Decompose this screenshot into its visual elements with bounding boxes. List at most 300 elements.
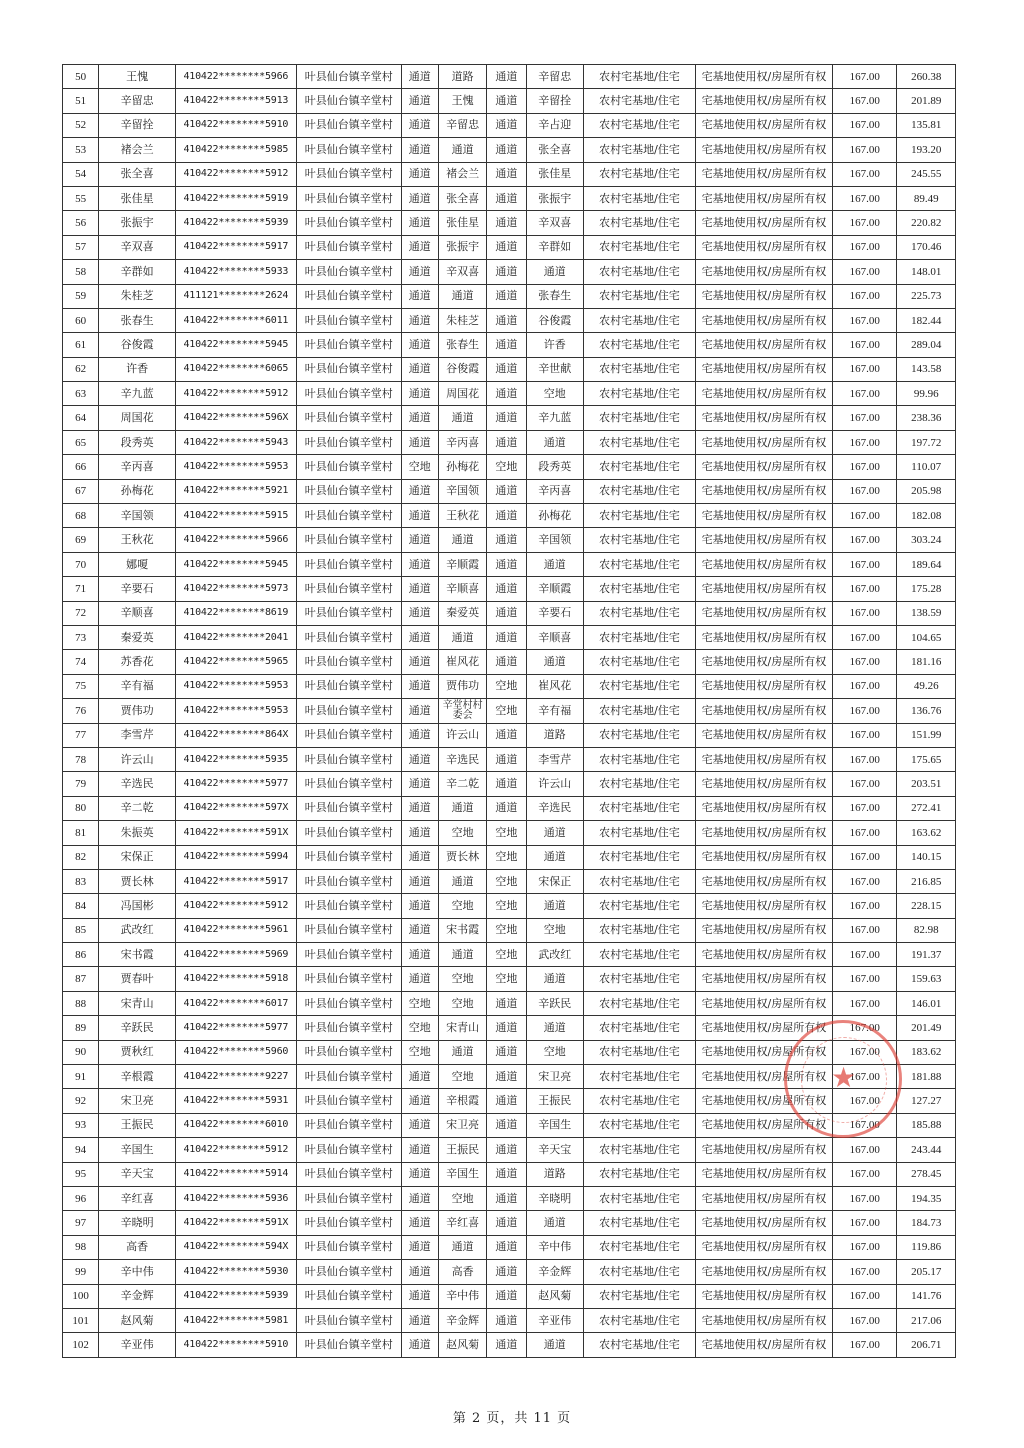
id-number-cell: 410422********5915 — [175, 504, 296, 528]
id-number-cell: 410422********6017 — [175, 991, 296, 1015]
south-boundary-cell: 孙梅花 — [438, 455, 486, 479]
owner-name-cell: 辛二乾 — [99, 796, 176, 820]
row-number-cell: 54 — [63, 162, 99, 186]
owner-name-cell: 张振宇 — [99, 211, 176, 235]
south-boundary-cell: 王秋花 — [438, 504, 486, 528]
parcel-area-cell: 167.00 — [832, 235, 897, 259]
east-boundary-cell: 通道 — [401, 333, 438, 357]
north-boundary-cell: 通道 — [526, 552, 583, 576]
parcel-area-cell: 167.00 — [832, 1162, 897, 1186]
east-boundary-cell: 通道 — [401, 1260, 438, 1284]
north-boundary-cell: 辛丙喜 — [526, 479, 583, 503]
south-boundary-cell: 辛堂村村委会 — [438, 699, 486, 723]
owner-name-cell: 辛顺喜 — [99, 601, 176, 625]
location-cell: 叶县仙台镇辛堂村 — [296, 1162, 401, 1186]
table-row — [63, 869, 956, 893]
table-row — [63, 1211, 956, 1235]
id-number-cell: 410422********5960 — [175, 1040, 296, 1064]
right-type-cell: 宅基地使用权/房屋所有权 — [695, 723, 832, 747]
west-boundary-cell: 通道 — [487, 504, 526, 528]
south-boundary-cell: 辛中伟 — [438, 1284, 486, 1308]
west-boundary-cell: 通道 — [487, 382, 526, 406]
west-boundary-cell: 通道 — [487, 991, 526, 1015]
owner-name-cell: 辛群如 — [99, 260, 176, 284]
east-boundary-cell: 通道 — [401, 528, 438, 552]
building-area-cell: 138.59 — [897, 601, 956, 625]
building-area-cell: 182.44 — [897, 308, 956, 332]
owner-name-cell: 宋书霞 — [99, 943, 176, 967]
row-number-cell: 60 — [63, 308, 99, 332]
parcel-area-cell: 167.00 — [832, 1016, 897, 1040]
west-boundary-cell: 通道 — [487, 723, 526, 747]
south-boundary-cell: 辛顺霞 — [438, 552, 486, 576]
parcel-area-cell: 167.00 — [832, 577, 897, 601]
parcel-area-cell: 167.00 — [832, 382, 897, 406]
north-boundary-cell: 孙梅花 — [526, 504, 583, 528]
north-boundary-cell: 张佳星 — [526, 162, 583, 186]
east-boundary-cell: 通道 — [401, 552, 438, 576]
building-area-cell: 49.26 — [897, 674, 956, 698]
south-boundary-cell: 空地 — [438, 821, 486, 845]
land-use-cell: 农村宅基地/住宅 — [584, 1333, 696, 1357]
north-boundary-cell: 李雪芹 — [526, 747, 583, 771]
location-cell: 叶县仙台镇辛堂村 — [296, 869, 401, 893]
north-boundary-cell: 辛要石 — [526, 601, 583, 625]
land-use-cell: 农村宅基地/住宅 — [584, 821, 696, 845]
land-use-cell: 农村宅基地/住宅 — [584, 1113, 696, 1137]
row-number-cell: 92 — [63, 1089, 99, 1113]
parcel-area-cell: 167.00 — [832, 772, 897, 796]
id-number-cell: 410422********864X — [175, 723, 296, 747]
owner-name-cell: 苏香花 — [99, 650, 176, 674]
north-boundary-cell: 通道 — [526, 1016, 583, 1040]
table-row — [63, 747, 956, 771]
table-row — [63, 943, 956, 967]
parcel-area-cell: 167.00 — [832, 211, 897, 235]
east-boundary-cell: 通道 — [401, 845, 438, 869]
building-area-cell: 175.28 — [897, 577, 956, 601]
north-boundary-cell: 通道 — [526, 967, 583, 991]
parcel-area-cell: 167.00 — [832, 1284, 897, 1308]
owner-name-cell: 朱桂芝 — [99, 284, 176, 308]
id-number-cell: 410422********5912 — [175, 382, 296, 406]
land-use-cell: 农村宅基地/住宅 — [584, 1284, 696, 1308]
east-boundary-cell: 通道 — [401, 674, 438, 698]
land-use-cell: 农村宅基地/住宅 — [584, 186, 696, 210]
parcel-area-cell: 167.00 — [832, 1089, 897, 1113]
id-number-cell: 410422********5953 — [175, 455, 296, 479]
building-area-cell: 151.99 — [897, 723, 956, 747]
table-row — [63, 235, 956, 259]
west-boundary-cell: 通道 — [487, 89, 526, 113]
land-use-cell: 农村宅基地/住宅 — [584, 1040, 696, 1064]
parcel-area-cell: 167.00 — [832, 113, 897, 137]
row-number-cell: 98 — [63, 1235, 99, 1259]
location-cell: 叶县仙台镇辛堂村 — [296, 1284, 401, 1308]
owner-name-cell: 辛双喜 — [99, 235, 176, 259]
land-use-cell: 农村宅基地/住宅 — [584, 967, 696, 991]
row-number-cell: 66 — [63, 455, 99, 479]
parcel-area-cell: 167.00 — [832, 333, 897, 357]
south-boundary-cell: 空地 — [438, 1186, 486, 1210]
right-type-cell: 宅基地使用权/房屋所有权 — [695, 504, 832, 528]
row-number-cell: 76 — [63, 699, 99, 723]
table-row — [63, 1065, 956, 1089]
land-use-cell: 农村宅基地/住宅 — [584, 772, 696, 796]
location-cell: 叶县仙台镇辛堂村 — [296, 1040, 401, 1064]
location-cell: 叶县仙台镇辛堂村 — [296, 89, 401, 113]
north-boundary-cell: 通道 — [526, 1333, 583, 1357]
right-type-cell: 宅基地使用权/房屋所有权 — [695, 625, 832, 649]
row-number-cell: 55 — [63, 186, 99, 210]
row-number-cell: 63 — [63, 382, 99, 406]
parcel-area-cell: 167.00 — [832, 894, 897, 918]
owner-name-cell: 辛金辉 — [99, 1284, 176, 1308]
right-type-cell: 宅基地使用权/房屋所有权 — [695, 967, 832, 991]
id-number-cell: 410422********5966 — [175, 65, 296, 89]
table-row — [63, 1113, 956, 1137]
east-boundary-cell: 通道 — [401, 894, 438, 918]
east-boundary-cell: 通道 — [401, 430, 438, 454]
south-boundary-cell: 空地 — [438, 991, 486, 1015]
id-number-cell: 410422********596X — [175, 406, 296, 430]
north-boundary-cell: 辛中伟 — [526, 1235, 583, 1259]
id-number-cell: 410422********5969 — [175, 943, 296, 967]
land-use-cell: 农村宅基地/住宅 — [584, 479, 696, 503]
parcel-area-cell: 167.00 — [832, 747, 897, 771]
owner-name-cell: 李雪芹 — [99, 723, 176, 747]
right-type-cell: 宅基地使用权/房屋所有权 — [695, 113, 832, 137]
id-number-cell: 410422********5953 — [175, 674, 296, 698]
land-use-cell: 农村宅基地/住宅 — [584, 89, 696, 113]
west-boundary-cell: 通道 — [487, 479, 526, 503]
south-boundary-cell: 王振民 — [438, 1138, 486, 1162]
owner-name-cell: 辛中伟 — [99, 1260, 176, 1284]
id-number-cell: 410422********5930 — [175, 1260, 296, 1284]
north-boundary-cell: 道路 — [526, 723, 583, 747]
row-number-cell: 82 — [63, 845, 99, 869]
north-boundary-cell: 辛国领 — [526, 528, 583, 552]
id-number-cell: 410422********5945 — [175, 333, 296, 357]
row-number-cell: 53 — [63, 138, 99, 162]
parcel-area-cell: 167.00 — [832, 260, 897, 284]
building-area-cell: 289.04 — [897, 333, 956, 357]
owner-name-cell: 赵风菊 — [99, 1308, 176, 1332]
land-use-cell: 农村宅基地/住宅 — [584, 747, 696, 771]
north-boundary-cell: 赵风菊 — [526, 1284, 583, 1308]
building-area-cell: 110.07 — [897, 455, 956, 479]
north-boundary-cell: 辛占迎 — [526, 113, 583, 137]
parcel-area-cell: 167.00 — [832, 699, 897, 723]
row-number-cell: 94 — [63, 1138, 99, 1162]
north-boundary-cell: 辛跃民 — [526, 991, 583, 1015]
south-boundary-cell: 辛顺喜 — [438, 577, 486, 601]
parcel-area-cell: 167.00 — [832, 821, 897, 845]
owner-name-cell: 辛国领 — [99, 504, 176, 528]
location-cell: 叶县仙台镇辛堂村 — [296, 1235, 401, 1259]
west-boundary-cell: 空地 — [487, 943, 526, 967]
west-boundary-cell: 通道 — [487, 1089, 526, 1113]
east-boundary-cell: 通道 — [401, 260, 438, 284]
west-boundary-cell: 空地 — [487, 894, 526, 918]
north-boundary-cell: 辛选民 — [526, 796, 583, 820]
row-number-cell: 99 — [63, 1260, 99, 1284]
parcel-area-cell: 167.00 — [832, 1113, 897, 1137]
owner-name-cell: 辛跃民 — [99, 1016, 176, 1040]
owner-name-cell: 辛天宝 — [99, 1162, 176, 1186]
row-number-cell: 96 — [63, 1186, 99, 1210]
owner-name-cell: 辛留拴 — [99, 113, 176, 137]
right-type-cell: 宅基地使用权/房屋所有权 — [695, 333, 832, 357]
table-row — [63, 406, 956, 430]
south-boundary-cell: 通道 — [438, 528, 486, 552]
row-number-cell: 95 — [63, 1162, 99, 1186]
right-type-cell: 宅基地使用权/房屋所有权 — [695, 382, 832, 406]
right-type-cell: 宅基地使用权/房屋所有权 — [695, 699, 832, 723]
right-type-cell: 宅基地使用权/房屋所有权 — [695, 991, 832, 1015]
east-boundary-cell: 通道 — [401, 235, 438, 259]
south-boundary-cell: 辛金辉 — [438, 1308, 486, 1332]
south-boundary-cell: 空地 — [438, 1065, 486, 1089]
parcel-area-cell: 167.00 — [832, 991, 897, 1015]
row-number-cell: 57 — [63, 235, 99, 259]
land-use-cell: 农村宅基地/住宅 — [584, 430, 696, 454]
south-boundary-cell: 通道 — [438, 1040, 486, 1064]
building-area-cell: 216.85 — [897, 869, 956, 893]
location-cell: 叶县仙台镇辛堂村 — [296, 772, 401, 796]
east-boundary-cell: 通道 — [401, 1284, 438, 1308]
land-use-cell: 农村宅基地/住宅 — [584, 284, 696, 308]
location-cell: 叶县仙台镇辛堂村 — [296, 406, 401, 430]
south-boundary-cell: 王愧 — [438, 89, 486, 113]
north-boundary-cell: 崔风花 — [526, 674, 583, 698]
parcel-area-cell: 167.00 — [832, 625, 897, 649]
table-row — [63, 1333, 956, 1357]
north-boundary-cell: 辛留拴 — [526, 89, 583, 113]
location-cell: 叶县仙台镇辛堂村 — [296, 1113, 401, 1137]
row-number-cell: 65 — [63, 430, 99, 454]
building-area-cell: 260.38 — [897, 65, 956, 89]
table-row — [63, 333, 956, 357]
west-boundary-cell: 通道 — [487, 430, 526, 454]
right-type-cell: 宅基地使用权/房屋所有权 — [695, 284, 832, 308]
east-boundary-cell: 通道 — [401, 162, 438, 186]
building-area-cell: 141.76 — [897, 1284, 956, 1308]
table-row — [63, 430, 956, 454]
owner-name-cell: 褚会兰 — [99, 138, 176, 162]
parcel-area-cell: 167.00 — [832, 186, 897, 210]
table-row — [63, 894, 956, 918]
south-boundary-cell: 辛根霞 — [438, 1089, 486, 1113]
parcel-area-cell: 167.00 — [832, 504, 897, 528]
row-number-cell: 70 — [63, 552, 99, 576]
right-type-cell: 宅基地使用权/房屋所有权 — [695, 796, 832, 820]
land-use-cell: 农村宅基地/住宅 — [584, 504, 696, 528]
table-row — [63, 577, 956, 601]
owner-name-cell: 贾伟功 — [99, 699, 176, 723]
west-boundary-cell: 通道 — [487, 113, 526, 137]
right-type-cell: 宅基地使用权/房屋所有权 — [695, 674, 832, 698]
parcel-area-cell: 167.00 — [832, 479, 897, 503]
north-boundary-cell: 空地 — [526, 382, 583, 406]
location-cell: 叶县仙台镇辛堂村 — [296, 918, 401, 942]
north-boundary-cell: 张振宇 — [526, 186, 583, 210]
east-boundary-cell: 通道 — [401, 308, 438, 332]
east-boundary-cell: 通道 — [401, 479, 438, 503]
table-row — [63, 625, 956, 649]
north-boundary-cell: 辛顺霞 — [526, 577, 583, 601]
table-row — [63, 186, 956, 210]
right-type-cell: 宅基地使用权/房屋所有权 — [695, 1260, 832, 1284]
land-use-cell: 农村宅基地/住宅 — [584, 1138, 696, 1162]
east-boundary-cell: 通道 — [401, 943, 438, 967]
id-number-cell: 410422********5917 — [175, 235, 296, 259]
id-number-cell: 410422********5919 — [175, 186, 296, 210]
south-boundary-cell: 宋青山 — [438, 1016, 486, 1040]
building-area-cell: 243.44 — [897, 1138, 956, 1162]
id-number-cell: 410422********6010 — [175, 1113, 296, 1137]
east-boundary-cell: 通道 — [401, 869, 438, 893]
east-boundary-cell: 通道 — [401, 601, 438, 625]
east-boundary-cell: 通道 — [401, 65, 438, 89]
land-use-cell: 农村宅基地/住宅 — [584, 211, 696, 235]
owner-name-cell: 辛晓明 — [99, 1211, 176, 1235]
row-number-cell: 84 — [63, 894, 99, 918]
owner-name-cell: 贾春叶 — [99, 967, 176, 991]
table-row — [63, 845, 956, 869]
north-boundary-cell: 辛亚伟 — [526, 1308, 583, 1332]
land-use-cell: 农村宅基地/住宅 — [584, 601, 696, 625]
west-boundary-cell: 空地 — [487, 455, 526, 479]
owner-name-cell: 张春生 — [99, 308, 176, 332]
right-type-cell: 宅基地使用权/房屋所有权 — [695, 943, 832, 967]
table-row — [63, 650, 956, 674]
id-number-cell: 410422********5912 — [175, 894, 296, 918]
south-boundary-cell: 张振宇 — [438, 235, 486, 259]
north-boundary-cell: 道路 — [526, 1162, 583, 1186]
building-area-cell: 201.89 — [897, 89, 956, 113]
right-type-cell: 宅基地使用权/房屋所有权 — [695, 1333, 832, 1357]
right-type-cell: 宅基地使用权/房屋所有权 — [695, 357, 832, 381]
east-boundary-cell: 通道 — [401, 1308, 438, 1332]
id-number-cell: 410422********5945 — [175, 552, 296, 576]
location-cell: 叶县仙台镇辛堂村 — [296, 674, 401, 698]
south-boundary-cell: 通道 — [438, 284, 486, 308]
table-row — [63, 1235, 956, 1259]
north-boundary-cell: 辛群如 — [526, 235, 583, 259]
id-number-cell: 410422********5939 — [175, 1284, 296, 1308]
location-cell: 叶县仙台镇辛堂村 — [296, 186, 401, 210]
id-number-cell: 410422********5939 — [175, 211, 296, 235]
right-type-cell: 宅基地使用权/房屋所有权 — [695, 235, 832, 259]
west-boundary-cell: 通道 — [487, 1260, 526, 1284]
south-boundary-cell: 赵风菊 — [438, 1333, 486, 1357]
star-icon: ★ — [831, 1061, 857, 1094]
east-boundary-cell: 通道 — [401, 1211, 438, 1235]
table-row — [63, 455, 956, 479]
location-cell: 叶县仙台镇辛堂村 — [296, 528, 401, 552]
location-cell: 叶县仙台镇辛堂村 — [296, 65, 401, 89]
west-boundary-cell: 空地 — [487, 699, 526, 723]
owner-name-cell: 周国花 — [99, 406, 176, 430]
land-use-cell: 农村宅基地/住宅 — [584, 1260, 696, 1284]
parcel-area-cell: 167.00 — [832, 1065, 897, 1089]
east-boundary-cell: 通道 — [401, 186, 438, 210]
west-boundary-cell: 通道 — [487, 1138, 526, 1162]
location-cell: 叶县仙台镇辛堂村 — [296, 967, 401, 991]
id-number-cell: 410422********597X — [175, 796, 296, 820]
west-boundary-cell: 通道 — [487, 235, 526, 259]
building-area-cell: 135.81 — [897, 113, 956, 137]
right-type-cell: 宅基地使用权/房屋所有权 — [695, 65, 832, 89]
west-boundary-cell: 空地 — [487, 821, 526, 845]
id-number-cell: 410422********5913 — [175, 89, 296, 113]
north-boundary-cell: 谷俊霞 — [526, 308, 583, 332]
land-use-cell: 农村宅基地/住宅 — [584, 943, 696, 967]
parcel-area-cell: 167.00 — [832, 308, 897, 332]
north-boundary-cell: 宋卫亮 — [526, 1065, 583, 1089]
owner-name-cell: 辛要石 — [99, 577, 176, 601]
parcel-area-cell: 167.00 — [832, 406, 897, 430]
table-row — [63, 1162, 956, 1186]
id-number-cell: 410422********591X — [175, 1211, 296, 1235]
location-cell: 叶县仙台镇辛堂村 — [296, 162, 401, 186]
west-boundary-cell: 通道 — [487, 65, 526, 89]
building-area-cell: 194.35 — [897, 1186, 956, 1210]
location-cell: 叶县仙台镇辛堂村 — [296, 357, 401, 381]
location-cell: 叶县仙台镇辛堂村 — [296, 625, 401, 649]
row-number-cell: 93 — [63, 1113, 99, 1137]
land-use-cell: 农村宅基地/住宅 — [584, 357, 696, 381]
right-type-cell: 宅基地使用权/房屋所有权 — [695, 260, 832, 284]
owner-name-cell: 高香 — [99, 1235, 176, 1259]
land-use-cell: 农村宅基地/住宅 — [584, 674, 696, 698]
id-number-cell: 410422********5912 — [175, 1138, 296, 1162]
location-cell: 叶县仙台镇辛堂村 — [296, 382, 401, 406]
east-boundary-cell: 通道 — [401, 1138, 438, 1162]
south-boundary-cell: 朱桂芝 — [438, 308, 486, 332]
table-row — [63, 601, 956, 625]
east-boundary-cell: 通道 — [401, 1186, 438, 1210]
location-cell: 叶县仙台镇辛堂村 — [296, 1065, 401, 1089]
table-row — [63, 1138, 956, 1162]
row-number-cell: 71 — [63, 577, 99, 601]
id-number-cell: 410422********6011 — [175, 308, 296, 332]
west-boundary-cell: 空地 — [487, 967, 526, 991]
land-use-cell: 农村宅基地/住宅 — [584, 333, 696, 357]
building-area-cell: 220.82 — [897, 211, 956, 235]
west-boundary-cell: 空地 — [487, 845, 526, 869]
location-cell: 叶县仙台镇辛堂村 — [296, 1211, 401, 1235]
parcel-area-cell: 167.00 — [832, 284, 897, 308]
building-area-cell: 272.41 — [897, 796, 956, 820]
land-use-cell: 农村宅基地/住宅 — [584, 796, 696, 820]
right-type-cell: 宅基地使用权/房屋所有权 — [695, 1065, 832, 1089]
id-number-cell: 410422********5935 — [175, 747, 296, 771]
right-type-cell: 宅基地使用权/房屋所有权 — [695, 1235, 832, 1259]
building-area-cell: 140.15 — [897, 845, 956, 869]
right-type-cell: 宅基地使用权/房屋所有权 — [695, 747, 832, 771]
row-number-cell: 77 — [63, 723, 99, 747]
west-boundary-cell: 通道 — [487, 747, 526, 771]
table-row — [63, 479, 956, 503]
row-number-cell: 50 — [63, 65, 99, 89]
west-boundary-cell: 通道 — [487, 1308, 526, 1332]
west-boundary-cell: 通道 — [487, 406, 526, 430]
id-number-cell: 410422********9227 — [175, 1065, 296, 1089]
land-use-cell: 农村宅基地/住宅 — [584, 1016, 696, 1040]
id-number-cell: 410422********5914 — [175, 1162, 296, 1186]
